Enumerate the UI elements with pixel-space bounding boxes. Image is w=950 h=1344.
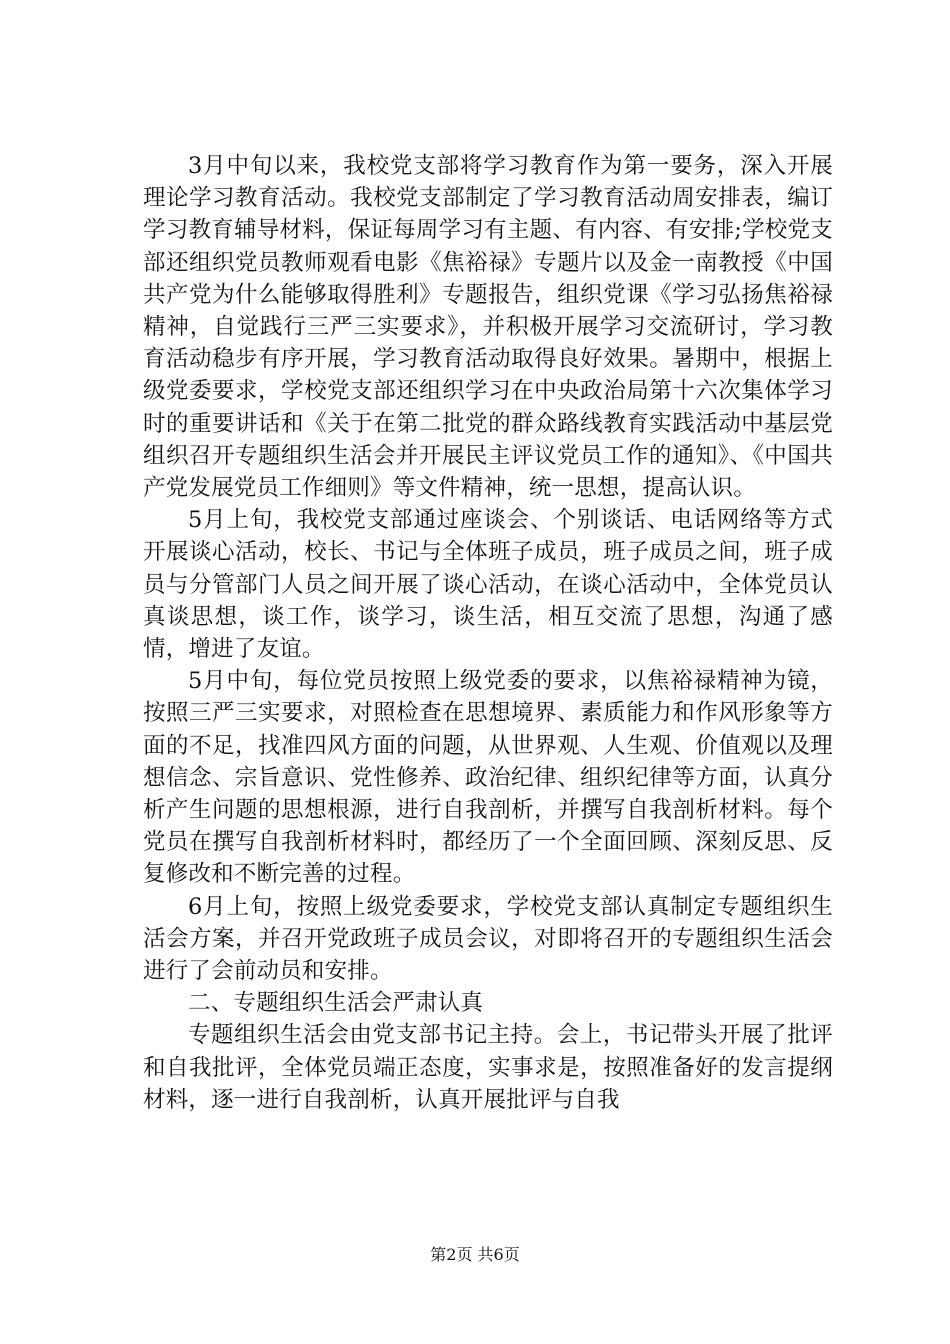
paragraph-march-study: 3月中旬以来，我校党支部将学习教育作为第一要务，深入开展理论学习教育活动。我校党支部制定了学习教育活动周安排表，编订学习教育辅导材料，保证每周学习有主题、有内容、有安排;学校党支部还组织党员教师观看电影《焦裕禄》专题片以及金一南教授《中国共产党为什么能够取得胜利》专题报告，组织党课《学习弘扬焦裕禄精神，自觉践行三严三实要求》，并积极开展学习交流研讨，学习教育活动稳步有序开展，学习教育活动取得良好效果。暑期中，根据上级党委要求，学校党支部还组织学习在中央政治局第十六次集体学习时的重要讲话和《关于在第二批党的群众路线教育实践活动中基层党组织召开专题组织生活会并开展民主评议党员工作的通知》、《中国共产党发展党员工作细则》等文件精神，统一思想，提高认识。 bbox=[143, 153, 833, 502]
paragraph-may-mid-self-review: 5月中旬，每位党员按照上级党委的要求，以焦裕禄精神为镜，按照三严三实要求，对照检查在思想境界、素质能力和作风形象等方面的不足，找准四风方面的问题，从世界观、人生观、价值观以及理想信念、宗旨意识、党性修养、政治纪律、组织纪律等方面，认真分析产生问题的思想根源，进行自我剖析，并撰写自我剖析材料。每个党员在撰写自我剖析材料时，都经历了一个全面回顾、深刻反思、反复修改和不断完善的过程。 bbox=[143, 668, 833, 888]
paragraph-june-plan: 6月上旬，按照上级党委要求，学校党支部认真制定专题组织生活会方案，并召开党政班子成员会议，对即将召开的专题组织生活会进行了会前动员和安排。 bbox=[143, 893, 833, 985]
document-body bbox=[143, 150, 833, 1116]
paragraph-may-early-talks: 5月上旬，我校党支部通过座谈会、个别谈话、电话网络等方式开展谈心活动，校长、书记与全体班子成员，班子成员之间，班子成员与分管部门人员之间开展了谈心活动，在谈心活动中，全体党员认真谈思想，谈工作，谈学习，谈生活，相互交流了思想，沟通了感情，增进了友谊。 bbox=[143, 507, 833, 663]
page-footer bbox=[0, 1245, 950, 1265]
section-heading: 二、专题组织生活会严肃认真 bbox=[188, 990, 484, 1017]
page-number-label: 第2页 共6页 bbox=[430, 1245, 520, 1264]
paragraph-meeting: 专题组织生活会由党支部书记主持。会上，书记带头开展了批评和自我批评，全体党员端正态度，实事求是，按照准备好的发言提纲材料，逐一进行自我剖析，认真开展批评与自我 bbox=[143, 1022, 833, 1113]
